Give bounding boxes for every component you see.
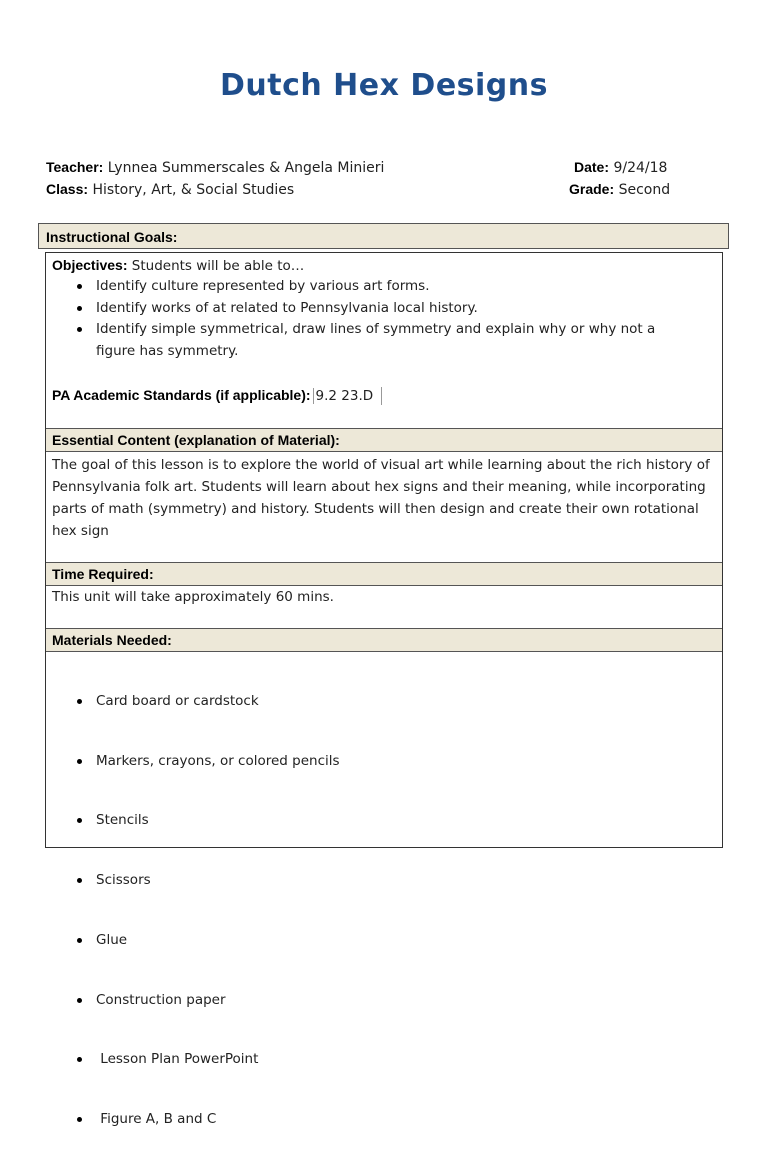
pa-standards-value: 9.2 23.D — [315, 388, 374, 404]
date-value: 9/24/18 — [613, 160, 668, 176]
page-title: Dutch Hex Designs — [219, 68, 548, 103]
grade-value: Second — [618, 182, 671, 198]
field-marker — [313, 388, 314, 404]
essential-content-heading: Essential Content (explanation of Material): — [52, 432, 340, 448]
materials-heading: Materials Needed: — [52, 632, 172, 648]
material-item: Card board or cardstock — [52, 691, 692, 713]
pa-standards-line — [52, 384, 382, 407]
material-item: Scissors — [52, 870, 692, 892]
objective-item: Identify works of at related to Pennsylvania local history. — [52, 298, 692, 320]
material-item: Glue — [52, 930, 692, 952]
lesson-plan-table — [45, 252, 723, 1127]
teacher-value: Lynnea Summerscales & Angela Minieri — [107, 160, 385, 176]
grade-line — [569, 181, 670, 198]
time-required-heading: Time Required: — [52, 566, 154, 582]
material-item: Markers, crayons, or colored pencils — [52, 751, 692, 773]
materials-list — [52, 653, 692, 1169]
objective-item: Identify simple symmetrical, draw lines of symmetry and explain why or why not a figure has symmetry. — [52, 319, 676, 362]
class-value: History, Art, & Social Studies — [92, 182, 295, 198]
objective-item: Identify culture represented by various art forms. — [52, 276, 692, 298]
time-required-header — [46, 562, 722, 586]
instructional-goals-header — [38, 223, 729, 249]
material-item: Figure A, B and C — [52, 1109, 692, 1131]
objectives-line — [52, 254, 304, 277]
objectives-list — [52, 276, 692, 363]
date-line — [574, 159, 667, 176]
grade-label: Grade: — [569, 181, 615, 197]
date-label: Date: — [574, 159, 610, 175]
class-line — [46, 181, 294, 198]
materials-header — [46, 628, 722, 652]
material-item: Lesson Plan PowerPoint — [52, 1049, 692, 1071]
instructional-goals-heading: Instructional Goals: — [46, 229, 178, 245]
material-item: Stencils — [52, 810, 692, 832]
objectives-label: Objectives: — [52, 257, 128, 273]
field-marker — [381, 387, 382, 405]
time-required-text: This unit will take approximately 60 mins. — [52, 589, 334, 605]
material-item: Construction paper — [52, 990, 692, 1012]
pa-standards-label: PA Academic Standards (if applicable): — [52, 387, 311, 403]
class-label: Class: — [46, 181, 89, 197]
teacher-line — [46, 159, 384, 176]
objectives-intro: Students will be able to… — [131, 258, 305, 274]
teacher-label: Teacher: — [46, 159, 104, 175]
essential-content-header — [46, 428, 722, 452]
essential-content-text: The goal of this lesson is to explore the world of visual art while learning about the rich history of Pennsylvania folk art. Students will learn about hex signs and their meaning, while incorporating parts of math (symmetry) and history. Students will then design and create their own rotational hex sign — [52, 457, 710, 539]
